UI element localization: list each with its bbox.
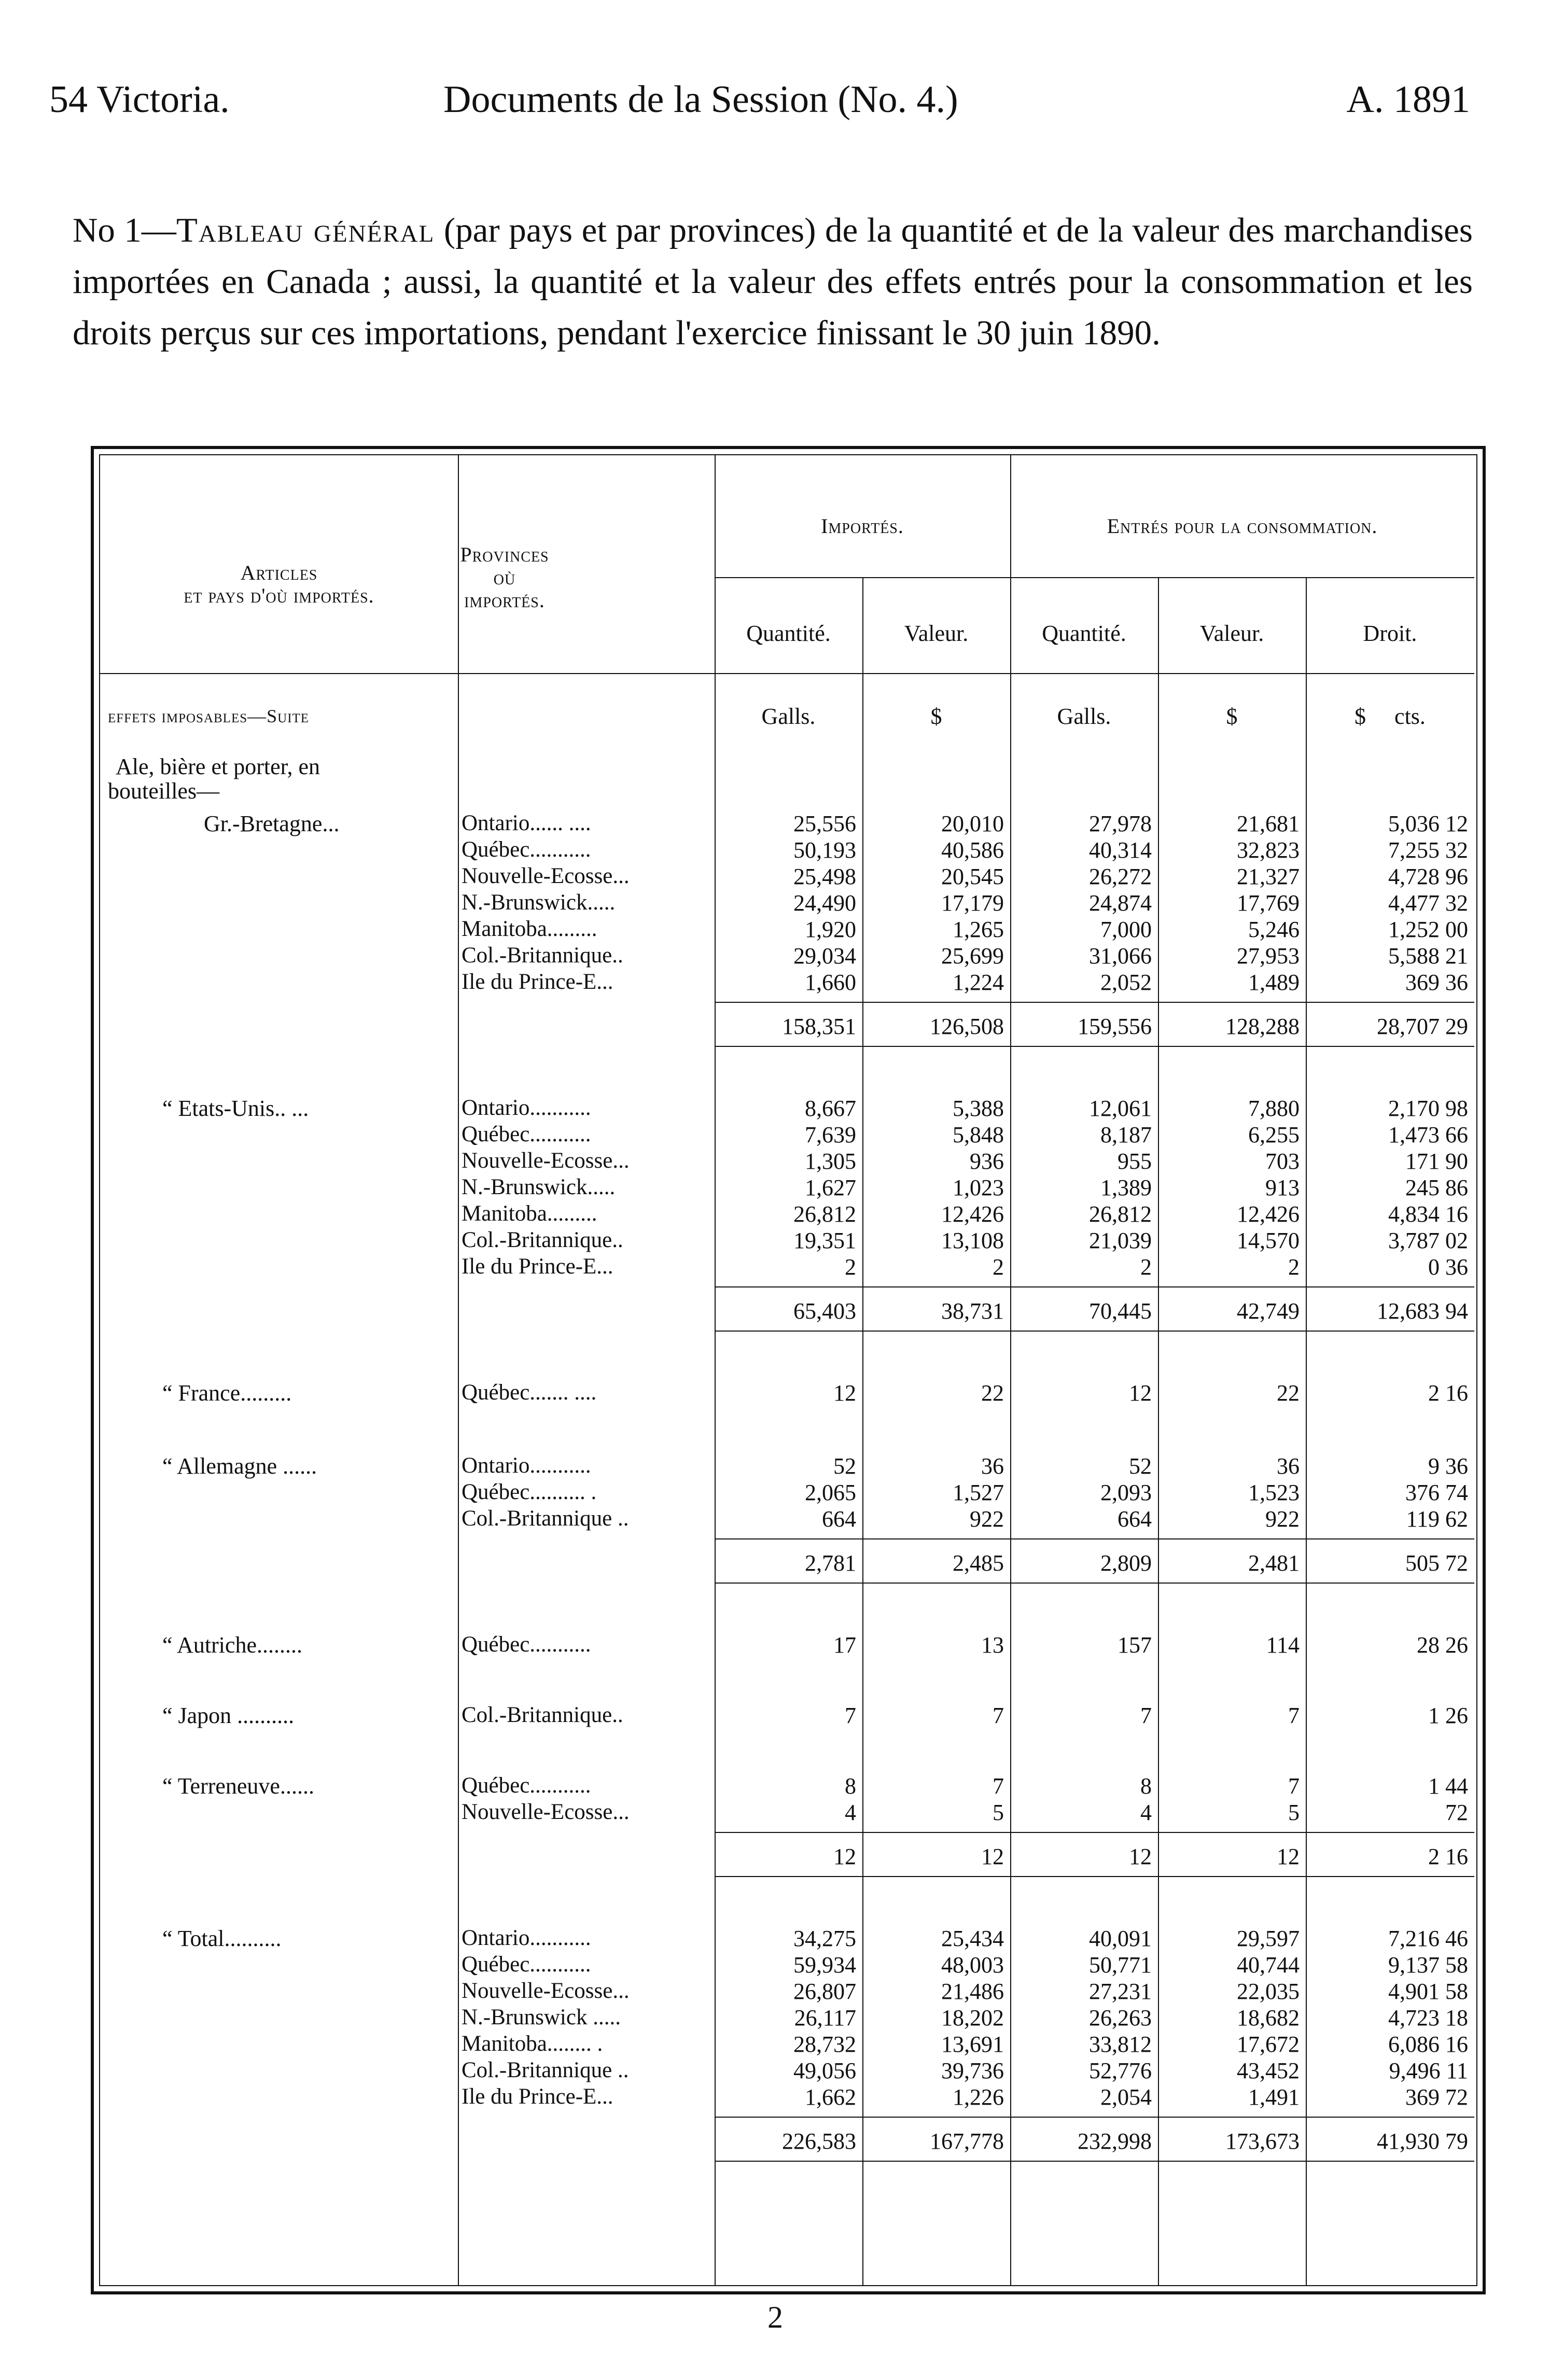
value-cell: 936 bbox=[970, 1149, 1004, 1174]
value-cell: 2 bbox=[993, 1254, 1004, 1280]
importes-header: Importés. bbox=[821, 514, 904, 538]
value-cell: 1,662 bbox=[805, 2084, 856, 2110]
value-cell: 26,812 bbox=[793, 1201, 856, 1227]
section-label: effets imposables—Suite bbox=[108, 706, 310, 726]
title-number: No 1— bbox=[73, 211, 176, 249]
value-cell: 2 16 bbox=[1428, 1380, 1468, 1406]
value-cell: 72 bbox=[1445, 1800, 1468, 1825]
value-cell: 1,527 bbox=[953, 1480, 1004, 1505]
subtotal-rule bbox=[715, 1002, 1474, 1003]
value-cell: 25,498 bbox=[793, 864, 856, 889]
header-center: Documents de la Session (No. 4.) bbox=[443, 78, 958, 121]
value-cell: 1,389 bbox=[1100, 1175, 1152, 1200]
value-cell: 2,065 bbox=[805, 1480, 856, 1505]
subtotal-cell: 2,781 bbox=[805, 1550, 856, 1576]
subtotal-cell: 12 bbox=[833, 1844, 856, 1869]
value-cell: 376 74 bbox=[1405, 1480, 1468, 1505]
value-cell: 1,523 bbox=[1248, 1480, 1300, 1505]
provinces-header-line2: où bbox=[493, 566, 516, 589]
provinces-header bbox=[458, 543, 551, 612]
entres-header: Entrés pour la consommation. bbox=[1107, 514, 1378, 538]
value-cell: 4,728 96 bbox=[1388, 864, 1468, 889]
value-cell: 9 36 bbox=[1428, 1453, 1468, 1479]
value-cell: 114 bbox=[1266, 1632, 1300, 1658]
value-cell: 913 bbox=[1265, 1175, 1300, 1200]
subtotal-rule bbox=[715, 1538, 1474, 1539]
value-cell: 1,226 bbox=[953, 2084, 1004, 2110]
value-cell: 2,093 bbox=[1100, 1480, 1152, 1505]
value-cell: 1,252 00 bbox=[1388, 917, 1468, 942]
value-cell: 27,978 bbox=[1089, 811, 1152, 836]
value-cell: 5,246 bbox=[1248, 917, 1300, 942]
value-cell: 21,486 bbox=[941, 1979, 1004, 2004]
value-cell: 34,275 bbox=[793, 1926, 856, 1951]
running-header bbox=[49, 78, 1470, 135]
value-cell: 5,036 12 bbox=[1388, 811, 1468, 836]
value-cell: 2,170 98 bbox=[1388, 1096, 1468, 1121]
value-cell: 7,255 32 bbox=[1388, 837, 1468, 863]
value-cell: 2,052 bbox=[1100, 970, 1152, 995]
value-cell: 19,351 bbox=[793, 1228, 856, 1253]
value-cell: 12,061 bbox=[1089, 1096, 1152, 1121]
value-cell: 36 bbox=[1277, 1453, 1300, 1479]
title-body: (par pays et par provinces) de la quantité et de la valeur des marchandises importées en Canada ; aussi, la quantité et la valeur des effets entrés pour la consommation et les droits perçus sur ces importations, pendant l'exercice finissant le 30 juin 1890. bbox=[73, 211, 1473, 352]
province-cell: Ile du Prince-E... bbox=[462, 970, 613, 994]
valeur2-header: Valeur. bbox=[1199, 621, 1264, 646]
value-cell: 12,426 bbox=[941, 1201, 1004, 1227]
col-rule-2 bbox=[715, 455, 716, 2285]
value-cell: 369 72 bbox=[1405, 2084, 1468, 2110]
subtotal-cell: 12 bbox=[1277, 1844, 1300, 1869]
value-cell: 5 bbox=[993, 1800, 1004, 1825]
province-cell: Nouvelle-Ecosse... bbox=[462, 1979, 630, 2003]
value-cell: 22 bbox=[1277, 1380, 1300, 1406]
value-cell: 26,812 bbox=[1089, 1201, 1152, 1227]
province-cell: Col.-Britannique .. bbox=[462, 1506, 629, 1531]
value-cell: 20,545 bbox=[941, 864, 1004, 889]
col-rule-4 bbox=[1010, 455, 1011, 2285]
value-cell: 18,202 bbox=[941, 2005, 1004, 2031]
value-cell: 1,305 bbox=[805, 1149, 856, 1174]
value-cell: 24,874 bbox=[1089, 890, 1152, 916]
table-title bbox=[73, 205, 1473, 359]
subtotal-rule-bottom bbox=[715, 1331, 1474, 1332]
value-cell: 22,035 bbox=[1237, 1979, 1300, 2004]
value-cell: 27,953 bbox=[1237, 943, 1300, 969]
value-cell: 4 bbox=[845, 1800, 856, 1825]
country-label: “ Terreneuve...... bbox=[162, 1773, 314, 1799]
header-left: 54 Victoria. bbox=[49, 78, 230, 121]
value-cell: 6,086 16 bbox=[1388, 2032, 1468, 2057]
value-cell: 28,732 bbox=[793, 2032, 856, 2057]
value-cell: 955 bbox=[1118, 1149, 1152, 1174]
subtotal-rule-bottom bbox=[715, 1876, 1474, 1877]
country-label: “ Allemagne ...... bbox=[162, 1453, 317, 1479]
value-cell: 59,934 bbox=[793, 1952, 856, 1978]
article-label-line2: bouteilles— bbox=[108, 778, 220, 804]
value-cell: 17 bbox=[833, 1632, 856, 1658]
value-cell: 31,066 bbox=[1089, 943, 1152, 969]
province-cell: Ile du Prince-E... bbox=[462, 2084, 613, 2109]
subtotal-cell: 128,288 bbox=[1225, 1014, 1300, 1039]
subtotal-cell: 65,403 bbox=[793, 1298, 856, 1324]
quantite-header: Quantité. bbox=[746, 621, 831, 646]
value-cell: 39,736 bbox=[941, 2058, 1004, 2083]
value-cell: 7 bbox=[845, 1703, 856, 1728]
value-cell: 1,920 bbox=[805, 917, 856, 942]
subtotal-cell: 2,809 bbox=[1100, 1550, 1152, 1576]
value-cell: 13,691 bbox=[941, 2032, 1004, 2057]
value-cell: 1,265 bbox=[953, 917, 1004, 942]
value-cell: 2 bbox=[845, 1254, 856, 1280]
province-cell: Nouvelle-Ecosse... bbox=[462, 864, 630, 888]
subtotal-rule-bottom bbox=[715, 1583, 1474, 1584]
subtotal-rule bbox=[715, 1286, 1474, 1287]
articles-header-line2: et pays d'où importés. bbox=[184, 584, 374, 607]
value-cell: 48,003 bbox=[941, 1952, 1004, 1978]
value-cell: 52,776 bbox=[1089, 2058, 1152, 2083]
header-rule-bottom bbox=[100, 673, 1474, 674]
value-cell: 40,744 bbox=[1237, 1952, 1300, 1978]
value-cell: 26,272 bbox=[1089, 864, 1152, 889]
value-cell: 1,660 bbox=[805, 970, 856, 995]
data-table bbox=[91, 446, 1486, 2294]
province-cell: Col.-Britannique .. bbox=[462, 2058, 629, 2082]
subtotal-cell: 126,508 bbox=[930, 1014, 1004, 1039]
value-cell: 0 36 bbox=[1428, 1254, 1468, 1280]
value-cell: 32,823 bbox=[1237, 837, 1300, 863]
province-cell: Col.-Britannique.. bbox=[462, 943, 623, 968]
value-cell: 18,682 bbox=[1237, 2005, 1300, 2031]
value-cell: 25,699 bbox=[941, 943, 1004, 969]
unit-v2: $ bbox=[1226, 704, 1238, 729]
value-cell: 4 bbox=[1140, 1800, 1152, 1825]
province-cell: Québec........... bbox=[462, 1632, 591, 1657]
value-cell: 1,473 66 bbox=[1388, 1122, 1468, 1147]
country-label: “ France......... bbox=[162, 1380, 292, 1406]
value-cell: 4,723 18 bbox=[1388, 2005, 1468, 2031]
subtotal-cell: 505 72 bbox=[1405, 1550, 1468, 1576]
value-cell: 3,787 02 bbox=[1388, 1228, 1468, 1253]
value-cell: 25,434 bbox=[941, 1926, 1004, 1951]
value-cell: 1,489 bbox=[1248, 970, 1300, 995]
value-cell: 922 bbox=[970, 1506, 1004, 1532]
articles-header-line1: Articles bbox=[240, 561, 318, 584]
value-cell: 5 bbox=[1288, 1800, 1300, 1825]
value-cell: 52 bbox=[833, 1453, 856, 1479]
value-cell: 8,667 bbox=[805, 1096, 856, 1121]
value-cell: 7 bbox=[993, 1703, 1004, 1728]
value-cell: 7 bbox=[1288, 1773, 1300, 1799]
value-cell: 119 62 bbox=[1406, 1506, 1468, 1532]
value-cell: 8 bbox=[845, 1773, 856, 1799]
value-cell: 703 bbox=[1265, 1149, 1300, 1174]
value-cell: 7 bbox=[993, 1773, 1004, 1799]
col-rule-6 bbox=[1306, 577, 1307, 2285]
province-cell: Québec........... bbox=[462, 1773, 591, 1798]
value-cell: 21,327 bbox=[1237, 864, 1300, 889]
value-cell: 9,496 11 bbox=[1389, 2058, 1468, 2083]
value-cell: 369 36 bbox=[1405, 970, 1468, 995]
value-cell: 22 bbox=[981, 1380, 1004, 1406]
quantite2-header: Quantité. bbox=[1042, 621, 1126, 646]
country-label: “ Autriche........ bbox=[162, 1632, 303, 1658]
value-cell: 664 bbox=[1118, 1506, 1152, 1532]
province-cell: Ile du Prince-E... bbox=[462, 1254, 613, 1279]
article-label-line1: Ale, bière et porter, en bbox=[116, 754, 320, 779]
value-cell: 50,193 bbox=[793, 837, 856, 863]
province-cell: Manitoba......... bbox=[462, 1201, 597, 1226]
country-label: “ Japon .......... bbox=[162, 1703, 295, 1728]
droit-header: Droit. bbox=[1363, 621, 1417, 646]
subtotal-cell: 28,707 29 bbox=[1377, 1014, 1468, 1039]
value-cell: 4,901 58 bbox=[1388, 1979, 1468, 2004]
value-cell: 17,769 bbox=[1237, 890, 1300, 916]
province-cell: Québec.......... . bbox=[462, 1480, 597, 1504]
value-cell: 29,597 bbox=[1237, 1926, 1300, 1951]
subtotal-cell: 159,556 bbox=[1078, 1014, 1152, 1039]
subtotal-cell: 158,351 bbox=[782, 1014, 856, 1039]
subtotal-cell: 2 16 bbox=[1428, 1844, 1468, 1869]
province-cell: Nouvelle-Ecosse... bbox=[462, 1149, 630, 1173]
subtotal-cell: 42,749 bbox=[1237, 1298, 1300, 1324]
value-cell: 26,807 bbox=[793, 1979, 856, 2004]
unit-q1: Galls. bbox=[761, 704, 816, 729]
page-number: 2 bbox=[767, 2300, 783, 2334]
subtotal-cell: 167,778 bbox=[930, 2129, 1004, 2154]
province-cell: Québec........... bbox=[462, 1122, 591, 1146]
province-cell: Manitoba......... bbox=[462, 917, 597, 941]
value-cell: 28 26 bbox=[1417, 1632, 1468, 1658]
subtotal-cell: 41,930 79 bbox=[1377, 2129, 1468, 2154]
value-cell: 12 bbox=[833, 1380, 856, 1406]
province-cell: Nouvelle-Ecosse... bbox=[462, 1800, 630, 1824]
province-cell: Québec....... .... bbox=[462, 1380, 597, 1405]
subtotal-cell: 70,445 bbox=[1089, 1298, 1152, 1324]
provinces-header-line1: Provinces bbox=[460, 543, 549, 566]
subtotal-cell: 2,481 bbox=[1248, 1550, 1300, 1576]
value-cell: 2,054 bbox=[1100, 2084, 1152, 2110]
value-cell: 1 44 bbox=[1428, 1773, 1468, 1799]
value-cell: 49,056 bbox=[793, 2058, 856, 2083]
value-cell: 50,771 bbox=[1089, 1952, 1152, 1978]
value-cell: 7 bbox=[1140, 1703, 1152, 1728]
value-cell: 13,108 bbox=[941, 1228, 1004, 1253]
province-cell: Ontario........... bbox=[462, 1453, 591, 1478]
value-cell: 245 86 bbox=[1405, 1175, 1468, 1200]
value-cell: 21,039 bbox=[1089, 1228, 1152, 1253]
provinces-header-line3: importés. bbox=[464, 589, 545, 612]
province-cell: Ontario........... bbox=[462, 1096, 591, 1120]
value-cell: 7,000 bbox=[1100, 917, 1152, 942]
province-cell: Col.-Britannique.. bbox=[462, 1703, 623, 1727]
subtotal-cell: 12 bbox=[981, 1844, 1004, 1869]
value-cell: 1 26 bbox=[1428, 1703, 1468, 1728]
value-cell: 14,570 bbox=[1237, 1228, 1300, 1253]
unit-d: $ cts. bbox=[1354, 704, 1426, 729]
subtotal-cell: 12 bbox=[1129, 1844, 1152, 1869]
value-cell: 40,091 bbox=[1089, 1926, 1152, 1951]
value-cell: 27,231 bbox=[1089, 1979, 1152, 2004]
col-rule-5 bbox=[1158, 577, 1159, 2285]
value-cell: 12,426 bbox=[1237, 1201, 1300, 1227]
title-heading: Tableau général bbox=[176, 211, 435, 249]
value-cell: 2 bbox=[1140, 1254, 1152, 1280]
subtotal-rule-bottom bbox=[715, 2161, 1474, 2162]
value-cell: 7,639 bbox=[805, 1122, 856, 1147]
value-cell: 43,452 bbox=[1237, 2058, 1300, 2083]
value-cell: 13 bbox=[981, 1632, 1004, 1658]
subtotal-rule bbox=[715, 1832, 1474, 1833]
value-cell: 17,672 bbox=[1237, 2032, 1300, 2057]
value-cell: 33,812 bbox=[1089, 2032, 1152, 2057]
value-cell: 5,388 bbox=[953, 1096, 1004, 1121]
value-cell: 36 bbox=[981, 1453, 1004, 1479]
subtotal-cell: 232,998 bbox=[1078, 2129, 1152, 2154]
province-cell: Québec........... bbox=[462, 837, 591, 862]
value-cell: 24,490 bbox=[793, 890, 856, 916]
subtotal-cell: 226,583 bbox=[782, 2129, 856, 2154]
value-cell: 21,681 bbox=[1237, 811, 1300, 836]
value-cell: 4,834 16 bbox=[1388, 1201, 1468, 1227]
value-cell: 12 bbox=[1129, 1380, 1152, 1406]
subtotal-cell: 12,683 94 bbox=[1377, 1298, 1468, 1324]
province-cell: Ontario........... bbox=[462, 1926, 591, 1950]
table-inner-frame bbox=[99, 454, 1477, 2286]
province-cell: N.-Brunswick..... bbox=[462, 1175, 616, 1199]
header-rule-top bbox=[715, 577, 1474, 578]
value-cell: 9,137 58 bbox=[1388, 1952, 1468, 1978]
unit-q2: Galls. bbox=[1057, 704, 1111, 729]
value-cell: 26,117 bbox=[794, 2005, 856, 2031]
value-cell: 171 90 bbox=[1405, 1149, 1468, 1174]
value-cell: 40,314 bbox=[1089, 837, 1152, 863]
value-cell: 25,556 bbox=[793, 811, 856, 836]
value-cell: 26,263 bbox=[1089, 2005, 1152, 2031]
province-cell: Manitoba........ . bbox=[462, 2032, 603, 2056]
value-cell: 40,586 bbox=[941, 837, 1004, 863]
value-cell: 922 bbox=[1265, 1506, 1300, 1532]
header-right: A. 1891 bbox=[1346, 78, 1470, 121]
country-label: Gr.-Bretagne... bbox=[204, 811, 340, 836]
province-cell: Québec........... bbox=[462, 1952, 591, 1977]
value-cell: 2 bbox=[1288, 1254, 1300, 1280]
value-cell: 4,477 32 bbox=[1388, 890, 1468, 916]
province-cell: Ontario...... .... bbox=[462, 811, 591, 835]
province-cell: N.-Brunswick..... bbox=[462, 890, 616, 915]
country-label: “ Total.......... bbox=[162, 1926, 282, 1951]
value-cell: 8 bbox=[1140, 1773, 1152, 1799]
value-cell: 6,255 bbox=[1248, 1122, 1300, 1147]
col-rule-1 bbox=[458, 455, 459, 2285]
subtotal-cell: 173,673 bbox=[1225, 2129, 1300, 2154]
value-cell: 1,627 bbox=[805, 1175, 856, 1200]
value-cell: 29,034 bbox=[793, 943, 856, 969]
col-rule-3 bbox=[862, 577, 863, 2285]
value-cell: 52 bbox=[1129, 1453, 1152, 1479]
subtotal-cell: 2,485 bbox=[953, 1550, 1004, 1576]
province-cell: Col.-Britannique.. bbox=[462, 1228, 623, 1252]
subtotal-rule-bottom bbox=[715, 1046, 1474, 1047]
value-cell: 1,491 bbox=[1248, 2084, 1300, 2110]
province-cell: N.-Brunswick ..... bbox=[462, 2005, 621, 2029]
unit-v1: $ bbox=[930, 704, 942, 729]
valeur-header: Valeur. bbox=[904, 621, 969, 646]
value-cell: 157 bbox=[1118, 1632, 1152, 1658]
value-cell: 20,010 bbox=[941, 811, 1004, 836]
value-cell: 7 bbox=[1288, 1703, 1300, 1728]
value-cell: 17,179 bbox=[941, 890, 1004, 916]
value-cell: 5,588 21 bbox=[1388, 943, 1468, 969]
value-cell: 8,187 bbox=[1100, 1122, 1152, 1147]
subtotal-rule bbox=[715, 2117, 1474, 2118]
value-cell: 1,224 bbox=[953, 970, 1004, 995]
subtotal-cell: 38,731 bbox=[941, 1298, 1004, 1324]
country-label: “ Etats-Unis.. ... bbox=[162, 1096, 309, 1121]
value-cell: 664 bbox=[822, 1506, 856, 1532]
value-cell: 5,848 bbox=[953, 1122, 1004, 1147]
value-cell: 7,880 bbox=[1248, 1096, 1300, 1121]
articles-header bbox=[100, 562, 458, 607]
value-cell: 1,023 bbox=[953, 1175, 1004, 1200]
value-cell: 7,216 46 bbox=[1388, 1926, 1468, 1951]
